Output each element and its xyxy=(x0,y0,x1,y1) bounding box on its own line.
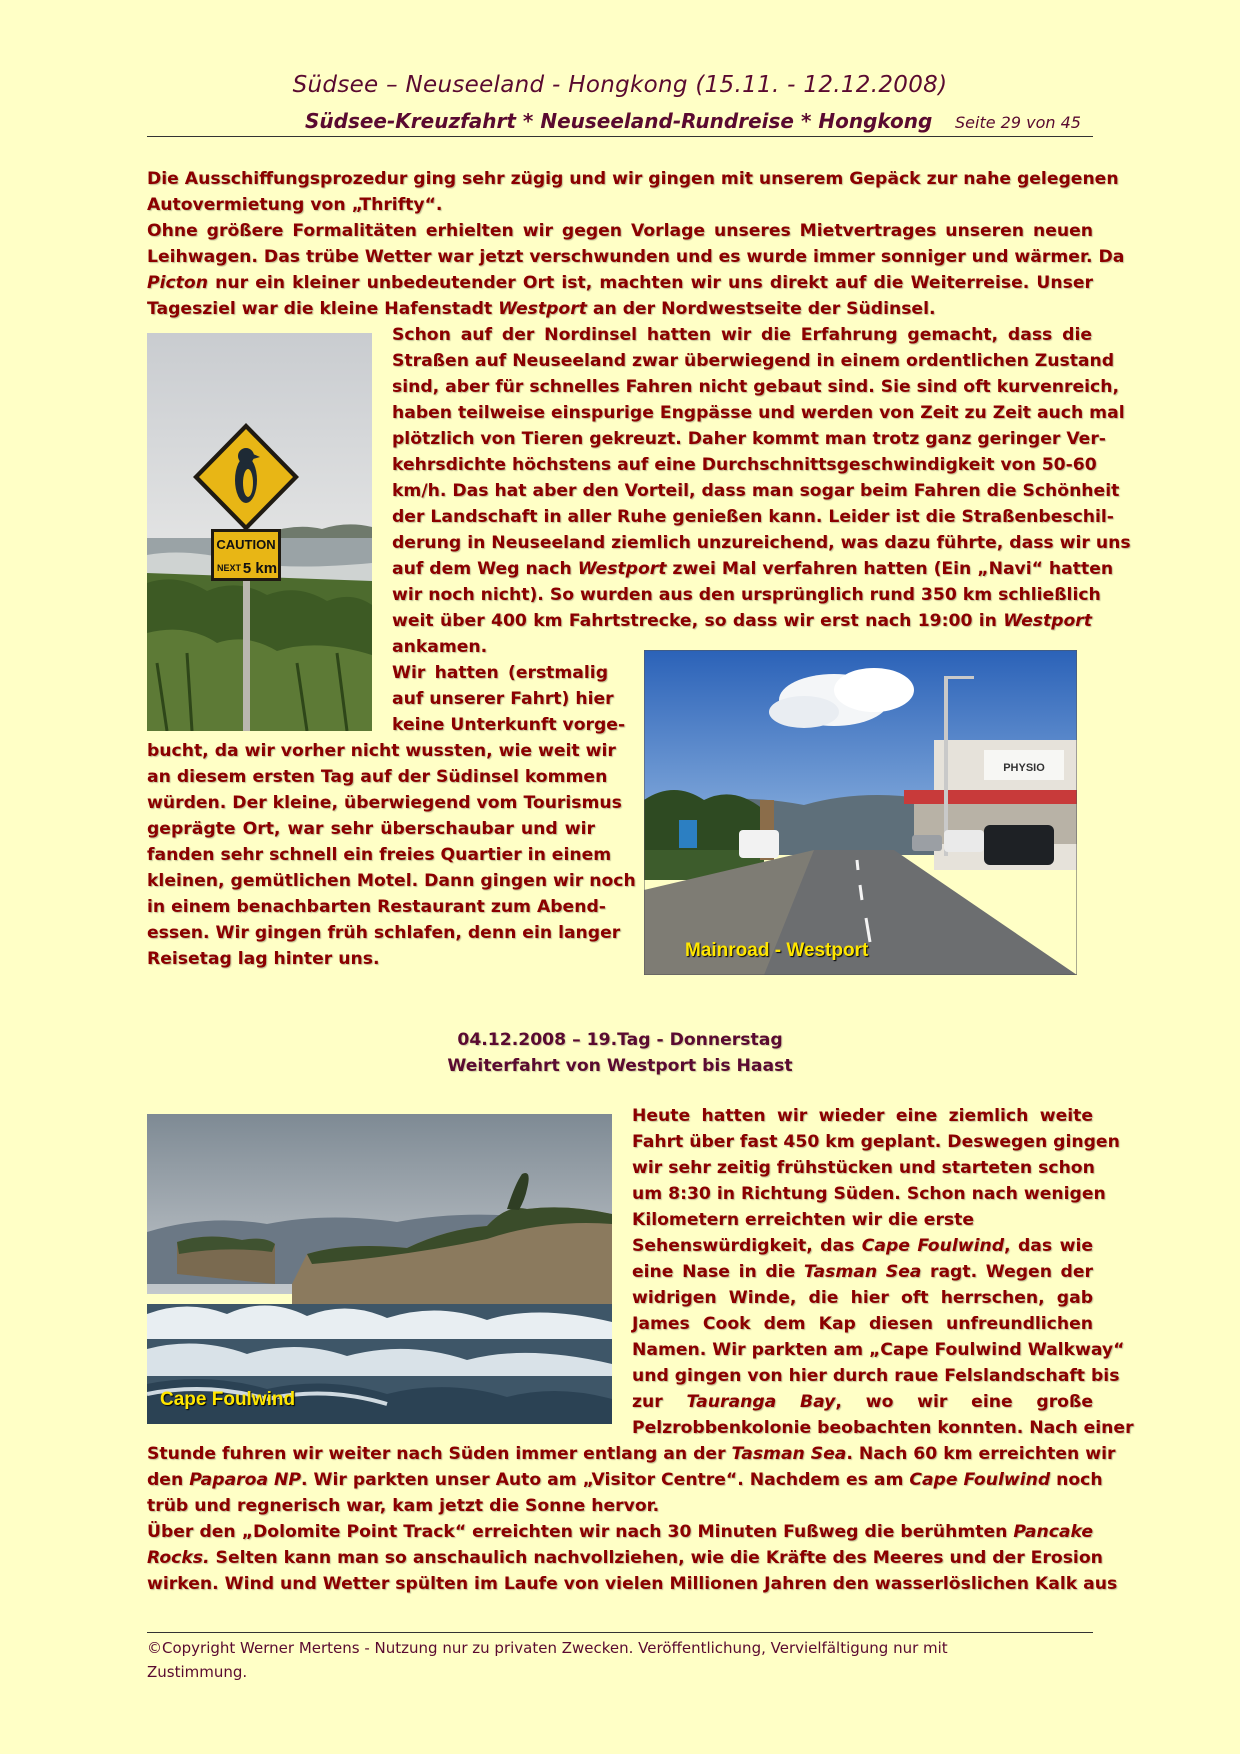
text-line: Ohne größere Formalitäten erhielten wir gegen Vorlage unseres Mietvertrages unseren neuen xyxy=(147,221,1093,241)
document-title: Südsee – Neuseeland - Hongkong (15.11. - 12.12.2008) xyxy=(292,72,948,98)
text-line xyxy=(632,1259,1093,1285)
text-line: haben teilweise einspurige Engpässe und werden von Zeit zu Zeit auch mal xyxy=(392,403,1125,423)
text-line: Die Ausschiffungsprozedur ging sehr zügig und wir gingen mit unserem Gepäck zur nahe gelegenen xyxy=(147,169,1119,189)
place-name: Westport xyxy=(1003,611,1092,631)
text-line: fanden sehr schnell ein freies Quartier in einem xyxy=(147,845,612,865)
text-fragment: zur xyxy=(632,1392,687,1412)
text-line: Leihwagen. Das trübe Wetter war jetzt verschwunden und es wurde immer sonniger und wärmer. Da xyxy=(147,247,1125,267)
text-fragment: den xyxy=(147,1470,190,1490)
text-line: an diesem ersten Tag auf der Südinsel kommen xyxy=(147,767,608,787)
text-line xyxy=(392,608,1092,634)
text-line: Autovermietung von „Thrifty“. xyxy=(147,195,443,215)
page-number: Seite 29 von 45 xyxy=(955,113,1081,132)
text-line: Namen. Wir parkten am „Cape Foulwind Walkway“ xyxy=(632,1340,1125,1360)
text-line: der Landschaft in aller Ruhe genießen kann. Leider ist die Straßenbeschil- xyxy=(392,507,1114,527)
text-line: trüb und regnerisch war, kam jetzt die Sonne hervor. xyxy=(147,1496,660,1516)
text-line xyxy=(147,1519,1093,1545)
text-line: Kilometern erreichten wir die erste xyxy=(632,1210,975,1230)
penguin-sign-photo xyxy=(147,333,372,731)
cape-photo-caption: Cape Foulwind xyxy=(160,1389,296,1410)
text-line: James Cook dem Kap diesen unfreundlichen xyxy=(632,1314,1093,1334)
text-fragment: Sehenswürdigkeit, das xyxy=(632,1236,862,1256)
place-name: Paparoa NP xyxy=(189,1470,302,1490)
text-line: plötzlich von Tieren gekreuzt. Daher kommt man trotz ganz geringer Ver- xyxy=(392,429,1106,449)
place-name: Pancake xyxy=(1013,1522,1093,1542)
footer-rule xyxy=(147,1632,1093,1633)
text-fragment: zwei Mal verfahren hatten (Ein „Navi“ hatten xyxy=(666,559,1114,579)
text-line: um 8:30 in Richtung Süden. Schon nach wenigen xyxy=(632,1184,1106,1204)
text-line xyxy=(147,1545,1103,1571)
copyright-footer xyxy=(147,1636,1047,1684)
document-subtitle: Südsee-Kreuzfahrt * Neuseeland-Rundreise * Hongkong xyxy=(305,109,933,133)
cape-foulwind-photo xyxy=(147,1114,612,1424)
westport-street-photo xyxy=(644,650,1077,975)
motel-paragraph xyxy=(147,738,636,972)
text-line: Pelzrobbenkolonie beobachten konnten. Nach einer xyxy=(632,1418,1134,1438)
sign-caution-text: CAUTION xyxy=(216,537,276,552)
text-fragment: . Nach 60 km erreichten wir xyxy=(846,1444,1116,1464)
text-line: in einem benachbarten Restaurant zum Abend- xyxy=(147,897,606,917)
text-line: bucht, da wir vorher nicht wussten, wie weit wir xyxy=(147,741,616,761)
copyright-line: ©Copyright Werner Mertens - Nutzung nur zu privaten Zwecken. Veröffentlichung, Vervielfältigung nur mit xyxy=(147,1639,948,1657)
text-line: essen. Wir gingen früh schlafen, denn ein langer xyxy=(147,923,621,943)
text-line: auf unserer Fahrt) hier xyxy=(392,689,614,709)
text-line xyxy=(392,556,1114,582)
text-fragment: , das wie xyxy=(1004,1236,1093,1256)
text-fragment: Tagesziel war die kleine Hafenstadt xyxy=(147,299,499,319)
place-name: Tasman Sea xyxy=(731,1444,847,1464)
text-fragment: weit über 400 km Fahrtstrecke, so dass wir erst nach 19:00 in xyxy=(392,611,1004,631)
text-fragment: auf dem Weg nach xyxy=(392,559,578,579)
place-name: Westport xyxy=(498,299,587,319)
text-line: sind, aber für schnelles Fahren nicht gebaut sind. Sie sind oft kurvenreich, xyxy=(392,377,1119,397)
text-fragment: . Wir parkten unser Auto am „Visitor Centre“. Nachdem es am xyxy=(301,1470,910,1490)
text-line: keine Unterkunft vorge- xyxy=(392,715,626,735)
text-line: kleinen, gemütlichen Motel. Dann gingen wir noch xyxy=(147,871,636,891)
text-line xyxy=(632,1389,1093,1415)
text-line: Heute hatten wir wieder eine ziemlich weite xyxy=(632,1106,1093,1126)
text-line xyxy=(147,1441,1116,1467)
text-line xyxy=(147,1467,1103,1493)
text-line: wir noch nicht). So wurden aus den ursprünglich rund 350 km schließlich xyxy=(392,585,1101,605)
place-name: Westport xyxy=(577,559,667,579)
text-fragment: noch xyxy=(1050,1470,1103,1490)
place-name: Cape Foulwind xyxy=(909,1470,1051,1490)
motel-paragraph-top xyxy=(392,660,626,738)
text-line xyxy=(147,270,1093,296)
text-fragment: an der Nordwestseite der Südinsel. xyxy=(586,299,936,319)
text-fragment: Stunde fuhren wir weiter nach Süden immer entlang an der xyxy=(147,1444,732,1464)
westport-photo-caption: Mainroad - Westport xyxy=(685,940,869,961)
place-name: Tauranga Bay xyxy=(686,1392,836,1412)
text-fragment: Über den „Dolomite Point Track“ erreichten wir nach 30 Minuten Fußweg die berühmten xyxy=(147,1522,1014,1542)
text-line xyxy=(632,1233,1093,1259)
text-line: kehrsdichte höchstens auf eine Durchschnittsgeschwindigkeit von 50-60 xyxy=(392,455,1097,475)
place-name: Rocks. xyxy=(147,1548,210,1568)
text-line: Straßen auf Neuseeland zwar überwiegend in einem ordentlichen Zustand xyxy=(392,351,1115,371)
text-line: Reisetag lag hinter uns. xyxy=(147,949,380,969)
text-line: würden. Der kleine, überwiegend vom Tourismus xyxy=(147,793,622,813)
text-line: widrigen Winde, die hier oft herrschen, gab xyxy=(632,1288,1093,1308)
text-fragment: , wo wir eine große xyxy=(835,1392,1094,1412)
day-route-heading: Weiterfahrt von Westport bis Haast xyxy=(447,1056,793,1076)
cape-paragraph xyxy=(632,1103,1134,1441)
text-fragment: Selten kann man so anschaulich nachvollziehen, wie die Kräfte des Meeres und der Erosion xyxy=(209,1548,1103,1568)
text-fragment: nur ein kleiner unbedeutender Ort ist, machten wir uns direkt auf die Weiterreise. Unser xyxy=(207,273,1093,293)
text-line: Wir hatten (erstmalig xyxy=(392,663,608,683)
header-rule xyxy=(147,136,1093,137)
text-line: Schon auf der Nordinsel hatten wir die Erfahrung gemacht, dass die xyxy=(392,325,1092,345)
text-fragment: eine Nase in die xyxy=(632,1262,804,1282)
text-line: und gingen von hier durch raue Felslandschaft bis xyxy=(632,1366,1120,1386)
text-fragment: ragt. Wegen der xyxy=(921,1262,1093,1282)
sign-distance-text: 5 km xyxy=(242,560,278,577)
place-name: Cape Foulwind xyxy=(861,1236,1005,1256)
place-name: Tasman Sea xyxy=(803,1262,922,1282)
text-line: Fahrt über fast 450 km geplant. Deswegen gingen xyxy=(632,1132,1120,1152)
text-line: wir sehr zeitig frühstücken und starteten schon xyxy=(632,1158,1095,1178)
text-line: geprägte Ort, war sehr überschaubar und wir xyxy=(147,819,595,839)
roads-paragraph xyxy=(392,322,1131,660)
shop-sign-text: PHYSIO xyxy=(1003,762,1045,774)
text-line: km/h. Das hat aber den Vorteil, dass man sogar beim Fahren die Schönheit xyxy=(392,481,1120,501)
place-name: Picton xyxy=(147,273,208,293)
text-line: derung in Neuseeland ziemlich unzureichend, was dazu führte, dass wir uns xyxy=(392,533,1131,553)
copyright-line: Zustimmung. xyxy=(147,1663,248,1681)
text-line: wirken. Wind und Wetter spülten im Laufe von vielen Millionen Jahren den wasserlöslichen Kalk aus xyxy=(147,1574,1118,1594)
text-line: ankamen. xyxy=(392,637,488,657)
south-paragraph xyxy=(147,1441,1118,1597)
day-date-heading: 04.12.2008 – 19.Tag - Donnerstag xyxy=(457,1030,783,1050)
intro-paragraph xyxy=(147,166,1125,322)
sign-next-text: NEXT xyxy=(216,563,242,573)
text-line xyxy=(147,296,1093,322)
